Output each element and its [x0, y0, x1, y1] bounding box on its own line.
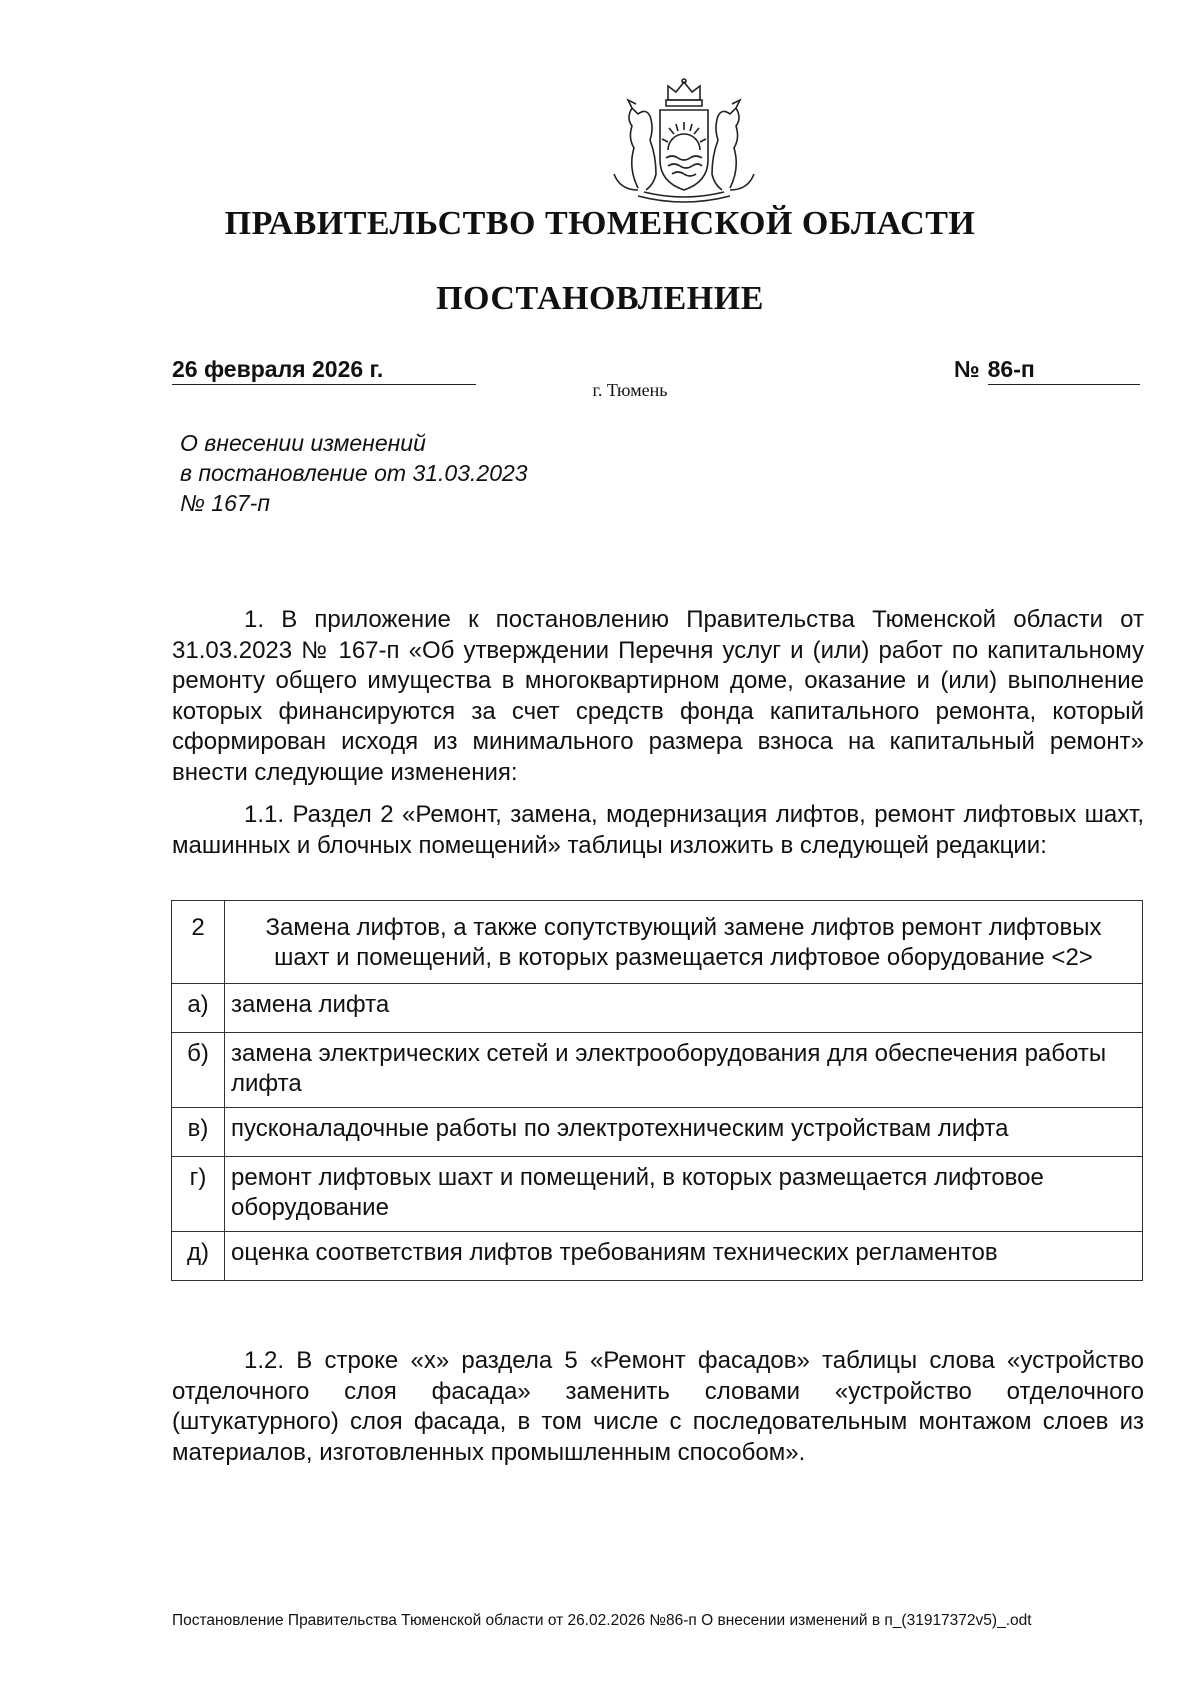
row-number: 2 [172, 901, 225, 984]
document-date: 26 февраля 2026 г. [172, 354, 476, 385]
table-row [172, 1108, 1143, 1157]
document-number: 86-п [988, 354, 1140, 385]
row-text: оценка соответствия лифтов требованиям технических регламентов [225, 1232, 1143, 1281]
row-text: пусконаладочные работы по электротехническим устройствам лифта [225, 1108, 1143, 1157]
table-row [172, 901, 1143, 984]
row-number: а) [172, 984, 225, 1033]
subject-line: О внесении изменений [180, 430, 426, 456]
page-footer: Постановление Правительства Тюменской области от 26.02.2026 №86-п О внесении изменений в п_(31917372v5)_.odt [172, 1612, 1032, 1629]
row-number: б) [172, 1033, 225, 1108]
coat-of-arms-icon [598, 78, 770, 204]
row-number: г) [172, 1157, 225, 1232]
table-row [172, 1232, 1143, 1281]
subject-line: № 167-п [180, 490, 270, 516]
paragraph-1-2: 1.2. В строке «х» раздела 5 «Ремонт фасадов» таблицы слова «устройство отделочного слоя фасада» заменить словами «устройство отделочного (штукатурного) слоя фасада, в том числе с последовательным монтажом слоев из материалов, изготовленных промышленным способом». [172, 1347, 1144, 1466]
row-text: ремонт лифтовых шахт и помещений, в которых размещается лифтовое оборудование [225, 1157, 1143, 1232]
number-sign: № [954, 356, 980, 382]
document-type-title: ПОСТАНОВЛЕНИЕ [436, 280, 764, 317]
paragraph-1: 1. В приложение к постановлению Правительства Тюменской области от 31.03.2023 № 167-п «Об утверждении Перечня услуг и (или) работ по капитальному ремонту общего имущества в многоквартирном доме, оказание и (или) выполнение которых финансируются за счет средств фонда капитального ремонта, который сформирован исходя из минимального размера взноса на капитальный ремонт» внести следующие изменения: [172, 606, 1144, 786]
paragraph-1-1: 1.1. Раздел 2 «Ремонт, замена, модернизация лифтов, ремонт лифтовых шахт, машинных и блочных помещений» таблицы изложить в следующей редакции: [172, 801, 1144, 859]
document-city: г. Тюмень [592, 380, 668, 400]
government-title: ПРАВИТЕЛЬСТВО ТЮМЕНСКОЙ ОБЛАСТИ [224, 205, 976, 242]
row-number: в) [172, 1108, 225, 1157]
table-row [172, 1157, 1143, 1232]
row-text: замена электрических сетей и электрооборудования для обеспечения работы лифта [225, 1033, 1143, 1108]
row-number: д) [172, 1232, 225, 1281]
row-text: замена лифта [225, 984, 1143, 1033]
lift-works-table [171, 900, 1143, 1281]
table-row [172, 984, 1143, 1033]
row-text: Замена лифтов, а также сопутствующий замене лифтов ремонт лифтовых шахт и помещений, в которых размещается лифтовое оборудование <2> [225, 901, 1143, 984]
document-subject [180, 428, 680, 518]
table-row [172, 1033, 1143, 1108]
subject-line: в постановление от 31.03.2023 [180, 460, 528, 486]
